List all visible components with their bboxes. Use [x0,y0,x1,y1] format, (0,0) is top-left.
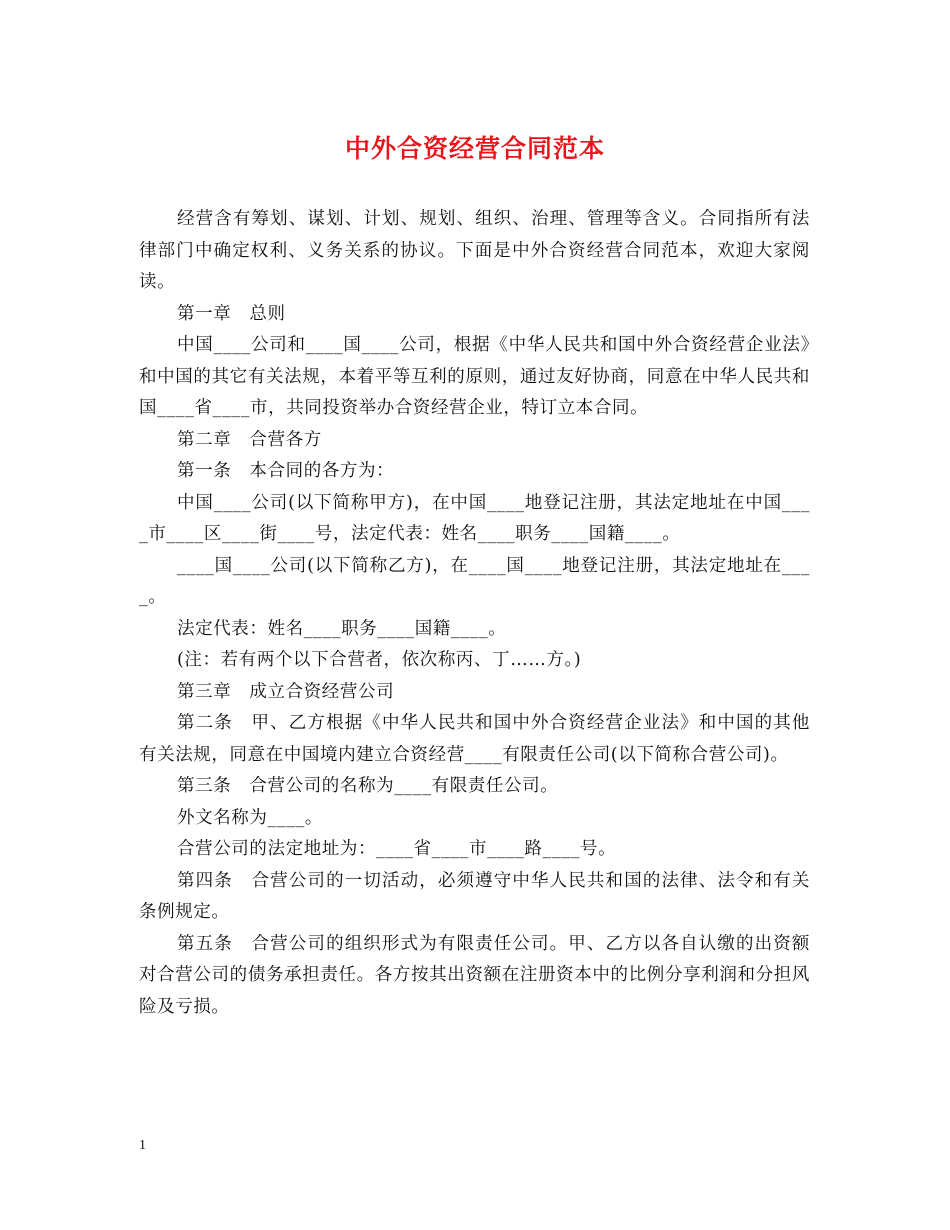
body-paragraph: 合营公司的法定地址为：____省____市____路____号。 [177,839,617,859]
chapter-heading: 第一章 总则 [177,303,286,324]
chapter-heading: 第三章 成立合资经营公司 [177,681,395,702]
article-paragraph: 第一条 本合同的各方为： [177,461,395,481]
body-paragraph: 中国____公司(以下简称甲方)，在中国____地登记注册，其法定地址在中国____市____区____街____号，法定代表：姓名____职务____国籍____。 [139,492,810,544]
body-paragraph: ____国____公司(以下简称乙方)，在____国____地登记注册，其法定地址在____。 [139,555,810,607]
document-body [139,204,810,1023]
page-number: 1 [139,1138,146,1153]
note-paragraph: (注：若有两个以下合营者，依次称丙、丁……方。) [177,650,582,670]
body-paragraph: 中国____公司和____国____公司，根据《中华人民共和国中外合资经营企业法》和中国的其它有关法规，本着平等互利的原则，通过友好协商，同意在中华人民共和国____省____市，共同投资举办合资经营企业，特订立本合同。 [139,335,810,418]
article-paragraph: 第二条 甲、乙方根据《中华人民共和国中外合资经营企业法》和中国的其他有关法规，同意在中国境内建立合资经营____有限责任公司(以下简称合营公司)。 [139,713,810,765]
intro-paragraph: 经营含有筹划、谋划、计划、规划、组织、治理、管理等含义。合同指所有法律部门中确定权利、义务关系的协议。下面是中外合资经营合同范本，欢迎大家阅读。 [139,209,810,292]
article-paragraph: 第三条 合营公司的名称为____有限责任公司。 [177,776,559,796]
chapter-heading: 第二章 合营各方 [177,429,322,450]
body-paragraph: 法定代表：姓名____职务____国籍____。 [177,618,507,639]
body-paragraph: 外文名称为____。 [177,807,323,828]
article-paragraph: 第五条 合营公司的组织形式为有限责任公司。甲、乙方以各自认缴的出资额对合营公司的债务承担责任。各方按其出资额在注册资本中的比例分享利润和分担风险及亏损。 [139,933,810,1017]
article-paragraph: 第四条 合营公司的一切活动，必须遵守中华人民共和国的法律、法令和有关条例规定。 [139,870,810,922]
document-title: 中外合资经营合同范本 [344,134,605,163]
